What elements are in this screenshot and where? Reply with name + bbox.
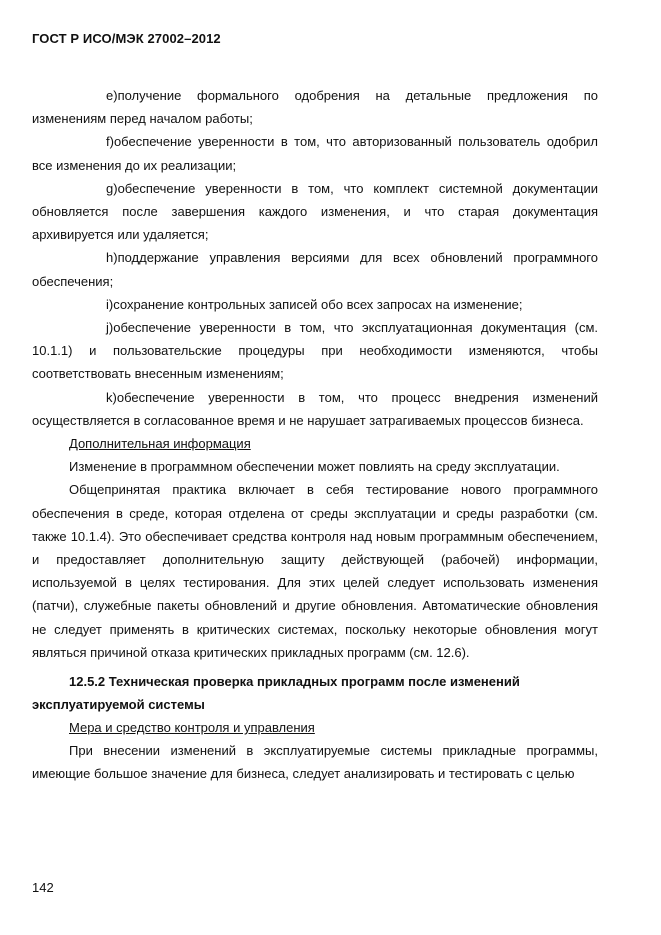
- list-item-f: [32, 130, 598, 176]
- list-item-letter: h): [106, 250, 118, 266]
- list-item-letter: f): [106, 134, 114, 150]
- control-heading-text: Мера и средство контроля и управления: [69, 720, 315, 736]
- control-text: При внесении изменений в эксплуатируемые системы прикладные программы, имеющие большое значение для бизнеса, следует анализировать и тестировать с целью: [32, 743, 598, 782]
- list-item-letter: j): [106, 320, 114, 336]
- list-item-text: поддержание управления версиями для всех обновлений программного обеспечения;: [32, 250, 598, 289]
- list-item-text: получение формального одобрения на детальные предложения по изменениям перед началом работы;: [32, 88, 598, 127]
- list-item-letter: g): [106, 180, 118, 196]
- additional-info-heading: [32, 432, 598, 455]
- document-header: ГОСТ Р ИСО/МЭК 27002–2012: [32, 31, 221, 46]
- list-item-text: обеспечение уверенности в том, что процесс внедрения изменений осуществляется в согласованное время и не нарушает затрагиваемых процессов бизнеса.: [32, 389, 598, 428]
- list-item-letter: k): [106, 389, 117, 405]
- list-item-j: [32, 316, 598, 386]
- list-item-text: обеспечение уверенности в том, что комплект системной документации обновляется после завершения каждого изменения, и что старая документация архивируется или удаляется;: [32, 180, 598, 243]
- control-heading: [32, 716, 598, 739]
- list-item-letter: i): [106, 296, 114, 312]
- additional-info-para-1: Изменение в программном обеспечении может повлиять на среду эксплуатации.: [69, 459, 560, 475]
- list-item-letter: e): [106, 88, 118, 103]
- list-item-text: обеспечение уверенности в том, что авторизованный пользователь одобрил все изменения до их реализации;: [32, 134, 598, 173]
- list-item-i: [32, 293, 598, 316]
- list-item-text: сохранение контрольных записей обо всех запросах на изменение;: [113, 296, 523, 312]
- list-item-h: [32, 246, 598, 292]
- list-item-e: [32, 84, 598, 130]
- section-title: 12.5.2 Техническая проверка прикладных программ после изменений эксплуатируемой системы: [32, 674, 520, 713]
- page-number: 142: [32, 880, 54, 895]
- document-body: [32, 84, 598, 786]
- additional-info-heading-text: Дополнительная информация: [69, 436, 251, 452]
- list-item-g: [32, 177, 598, 247]
- list-item-k: [32, 386, 598, 432]
- list-item-text: обеспечение уверенности в том, что эксплуатационная документация (см. 10.1.1) и пользовательские процедуры при необходимости изменяются, чтобы соответствовать внесенным изменениям;: [32, 320, 598, 382]
- additional-info-para-2: Общепринятая практика включает в себя тестирование нового программного обеспечения в среде, которая отделена от среды эксплуатации и среды разработки (см. также 10.1.4). Это обеспечивает средства контроля над новым программным обеспечением, и предоставляет дополнительную защиту действующей (рабочей) информации, используемой в целях тестирования. Для этих целей следует использовать изменения (патчи), служебные пакеты обновлений и другие обновления. Автоматические обновления не следует применять в критических системах, поскольку некоторые обновления могут являться причиной отказа критических прикладных программ (см. 12.6).: [32, 482, 598, 660]
